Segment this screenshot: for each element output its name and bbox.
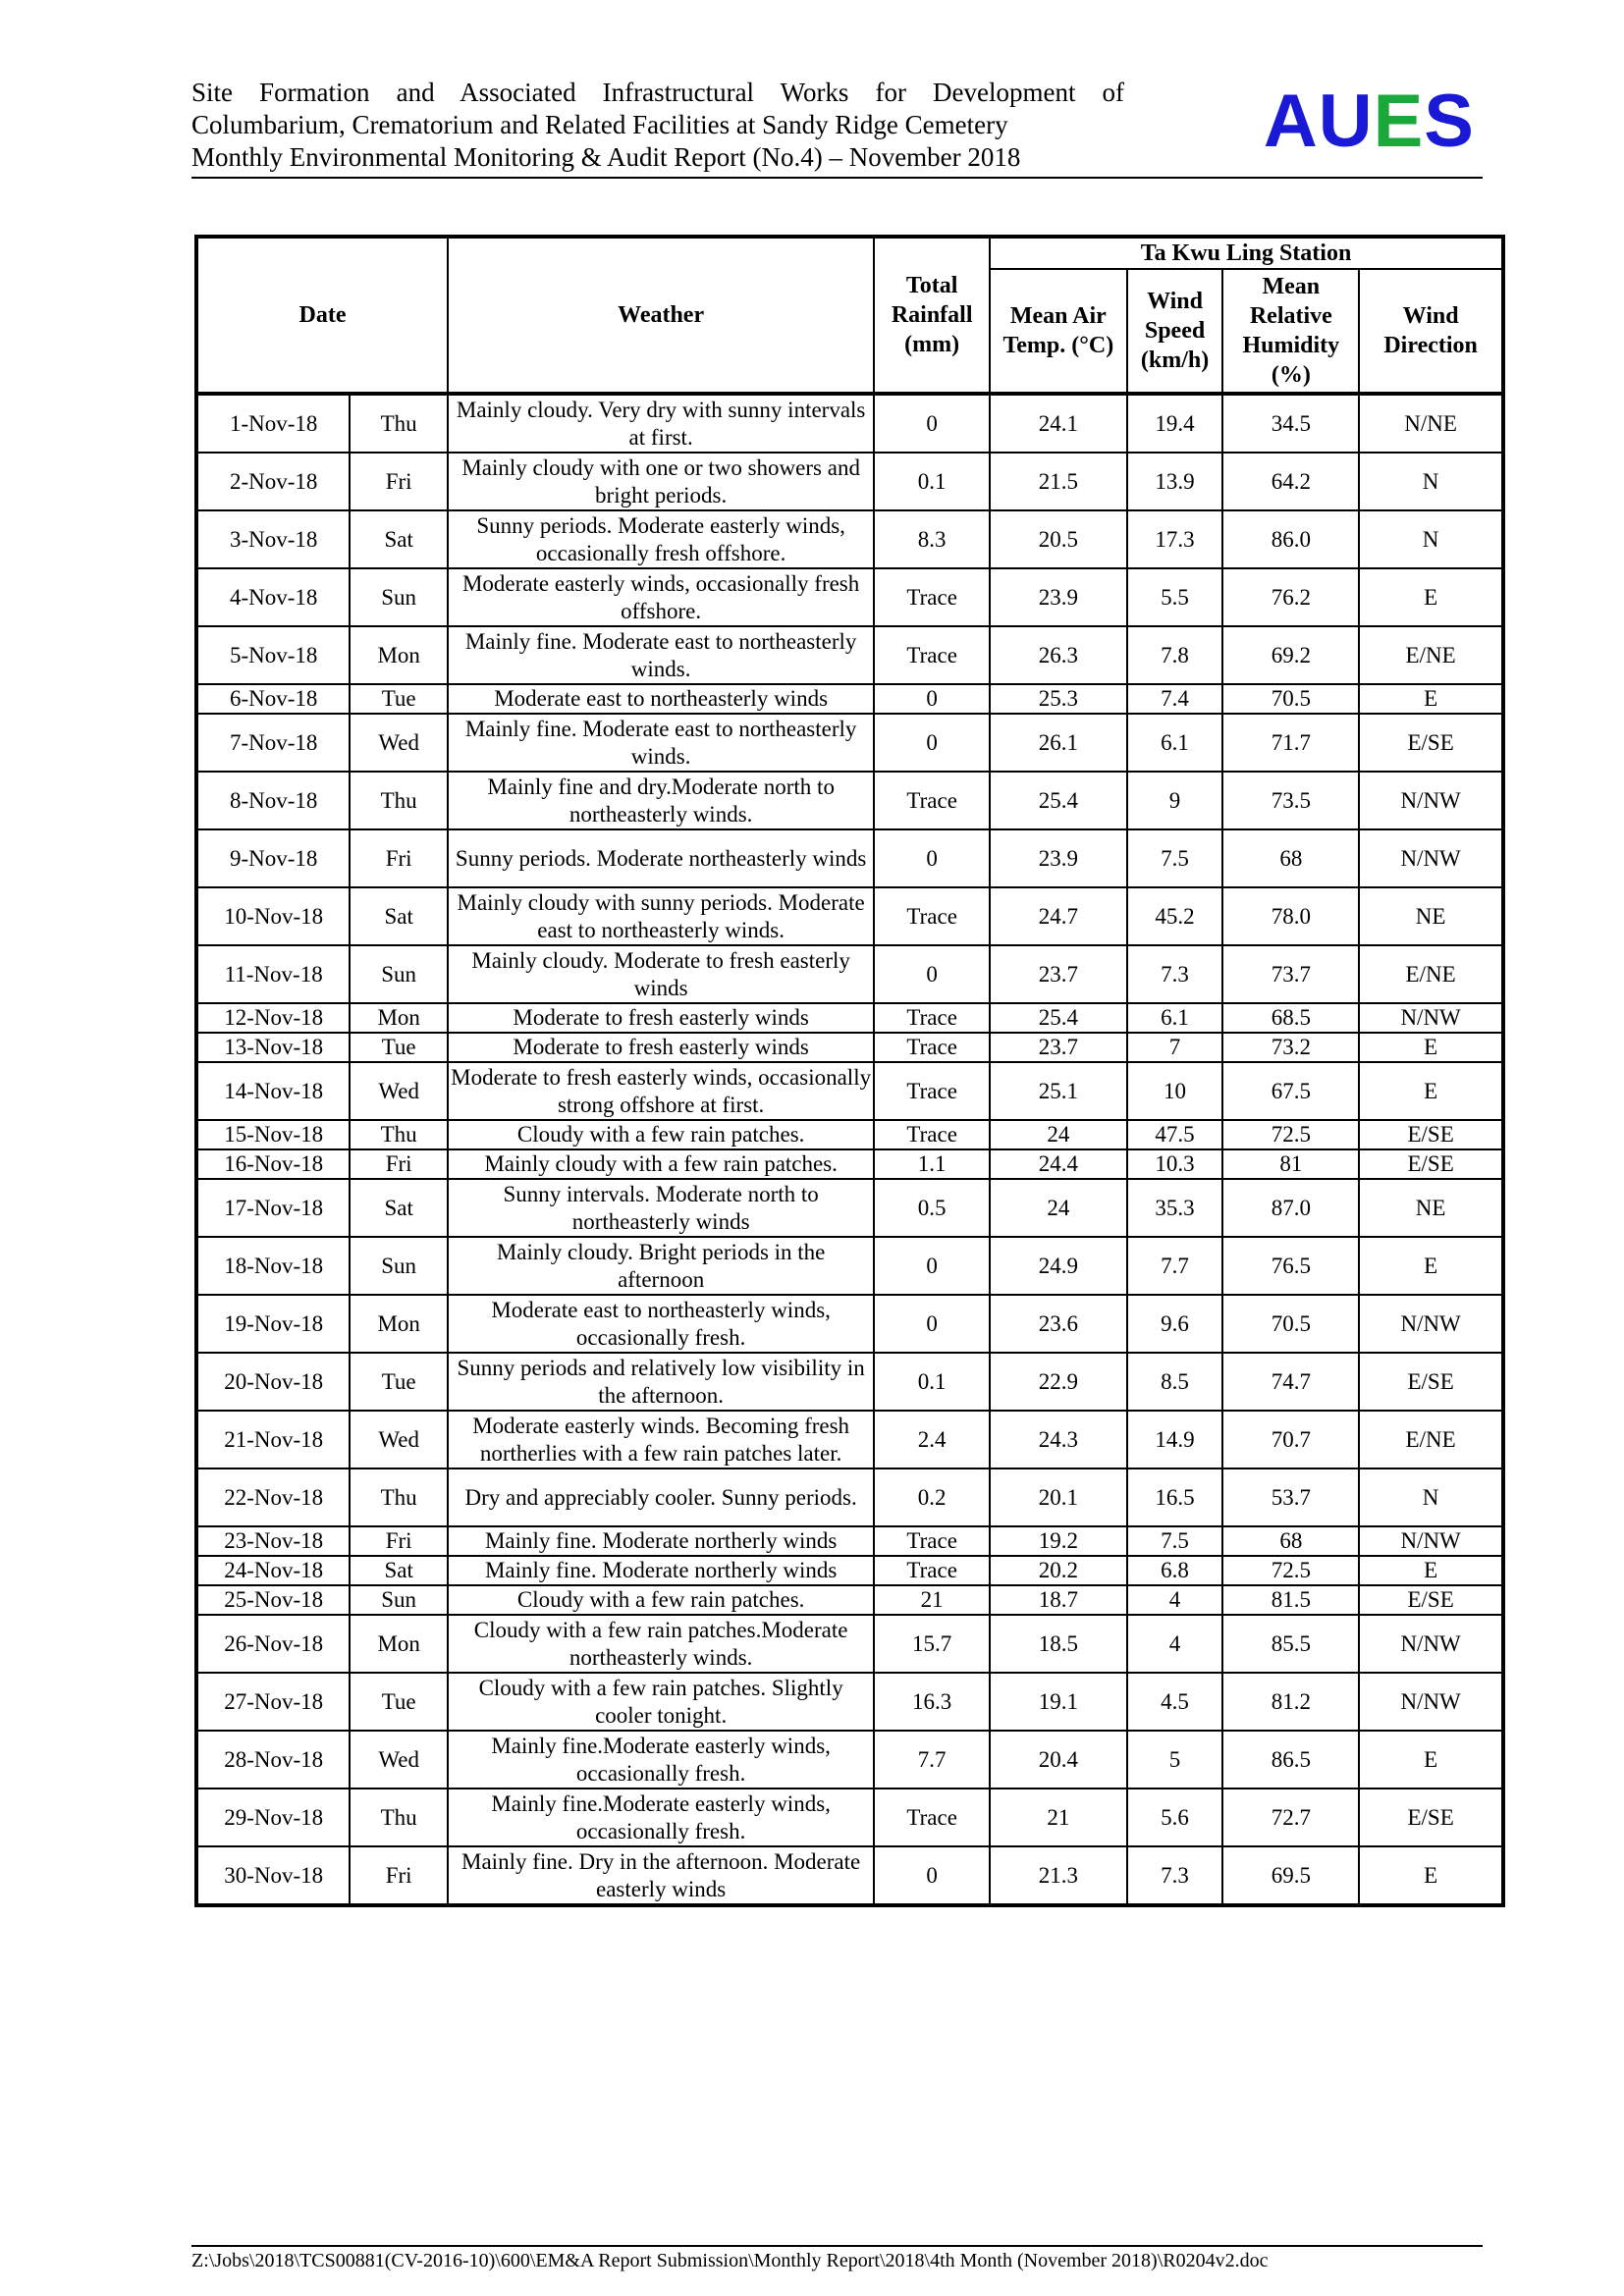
temp-cell: 18.7	[990, 1585, 1127, 1615]
date-cell: 13-Nov-18	[196, 1033, 350, 1062]
rainfall-cell: 0	[874, 394, 990, 453]
wind-direction-cell: E	[1359, 568, 1503, 626]
weather-cell: Sunny periods. Moderate northeasterly winds	[448, 829, 874, 887]
date-cell: 8-Nov-18	[196, 772, 350, 829]
weather-cell: Mainly fine.Moderate easterly winds, occasionally fresh.	[448, 1731, 874, 1789]
table-row	[196, 1003, 1503, 1033]
table-row	[196, 1411, 1503, 1468]
humidity-cell: 81.5	[1222, 1585, 1359, 1615]
title-line-2: Columbarium, Crematorium and Related Facilities at Sandy Ridge Cemetery	[191, 110, 1008, 139]
wind-direction-cell: E/SE	[1359, 1353, 1503, 1411]
day-cell: Fri	[350, 829, 448, 887]
rainfall-cell: Trace	[874, 568, 990, 626]
humidity-cell: 70.5	[1222, 684, 1359, 714]
header-wind-direction: Wind Direction	[1359, 269, 1503, 394]
date-cell: 14-Nov-18	[196, 1062, 350, 1120]
humidity-cell: 73.7	[1222, 945, 1359, 1003]
day-cell: Tue	[350, 1673, 448, 1731]
date-cell: 6-Nov-18	[196, 684, 350, 714]
wind-direction-cell: N	[1359, 1468, 1503, 1526]
date-cell: 1-Nov-18	[196, 394, 350, 453]
wind-speed-cell: 6.1	[1127, 1003, 1223, 1033]
wind-speed-cell: 7.5	[1127, 1526, 1223, 1556]
temp-cell: 26.3	[990, 626, 1127, 684]
day-cell: Sat	[350, 1179, 448, 1237]
temp-cell: 19.1	[990, 1673, 1127, 1731]
weather-cell: Mainly cloudy. Very dry with sunny intervals at first.	[448, 394, 874, 453]
date-cell: 9-Nov-18	[196, 829, 350, 887]
wind-direction-cell: E	[1359, 684, 1503, 714]
day-cell: Mon	[350, 1295, 448, 1353]
wind-direction-cell: N/NW	[1359, 772, 1503, 829]
day-cell: Wed	[350, 1411, 448, 1468]
date-cell: 19-Nov-18	[196, 1295, 350, 1353]
wind-speed-cell: 4.5	[1127, 1673, 1223, 1731]
wind-direction-cell: N/NE	[1359, 394, 1503, 453]
humidity-cell: 68	[1222, 1526, 1359, 1556]
temp-cell: 24.1	[990, 394, 1127, 453]
document-header	[191, 77, 1483, 174]
temp-cell: 20.4	[990, 1731, 1127, 1789]
wind-direction-cell: E/SE	[1359, 714, 1503, 772]
table-row	[196, 714, 1503, 772]
wind-direction-cell: N/NW	[1359, 1003, 1503, 1033]
weather-cell: Moderate to fresh easterly winds	[448, 1003, 874, 1033]
weather-cell: Cloudy with a few rain patches.	[448, 1120, 874, 1149]
report-title	[191, 77, 1124, 174]
humidity-cell: 74.7	[1222, 1353, 1359, 1411]
weather-cell: Mainly fine. Moderate northerly winds	[448, 1556, 874, 1585]
wind-direction-cell: E/SE	[1359, 1585, 1503, 1615]
weather-cell: Sunny periods. Moderate easterly winds, occasionally fresh offshore.	[448, 510, 874, 568]
rainfall-cell: Trace	[874, 1526, 990, 1556]
rainfall-cell: 2.4	[874, 1411, 990, 1468]
temp-cell: 23.7	[990, 1033, 1127, 1062]
wind-speed-cell: 10	[1127, 1062, 1223, 1120]
rainfall-cell: 0.5	[874, 1179, 990, 1237]
header-humidity: Mean Relative Humidity (%)	[1222, 269, 1359, 394]
day-cell: Thu	[350, 394, 448, 453]
wind-speed-cell: 7.4	[1127, 684, 1223, 714]
day-cell: Wed	[350, 1062, 448, 1120]
humidity-cell: 53.7	[1222, 1468, 1359, 1526]
weather-cell: Moderate to fresh easterly winds	[448, 1033, 874, 1062]
wind-direction-cell: N/NW	[1359, 1673, 1503, 1731]
date-cell: 10-Nov-18	[196, 887, 350, 945]
table-row	[196, 1120, 1503, 1149]
wind-speed-cell: 9	[1127, 772, 1223, 829]
wind-direction-cell: E	[1359, 1556, 1503, 1585]
rainfall-cell: 0.2	[874, 1468, 990, 1526]
day-cell: Tue	[350, 684, 448, 714]
day-cell: Wed	[350, 714, 448, 772]
humidity-cell: 73.5	[1222, 772, 1359, 829]
table-row	[196, 1585, 1503, 1615]
day-cell: Fri	[350, 453, 448, 510]
weather-table	[194, 235, 1505, 1907]
weather-cell: Mainly fine. Moderate northerly winds	[448, 1526, 874, 1556]
temp-cell: 25.4	[990, 772, 1127, 829]
weather-cell: Cloudy with a few rain patches. Slightly cooler tonight.	[448, 1673, 874, 1731]
day-cell: Mon	[350, 626, 448, 684]
wind-direction-cell: E/SE	[1359, 1789, 1503, 1846]
wind-speed-cell: 7.8	[1127, 626, 1223, 684]
table-row	[196, 1149, 1503, 1179]
header-weather: Weather	[448, 237, 874, 394]
date-cell: 12-Nov-18	[196, 1003, 350, 1033]
table-row	[196, 945, 1503, 1003]
humidity-cell: 73.2	[1222, 1033, 1359, 1062]
day-cell: Mon	[350, 1003, 448, 1033]
wind-direction-cell: N/NW	[1359, 1526, 1503, 1556]
rainfall-cell: 21	[874, 1585, 990, 1615]
wind-direction-cell: E/NE	[1359, 945, 1503, 1003]
date-cell: 5-Nov-18	[196, 626, 350, 684]
day-cell: Tue	[350, 1033, 448, 1062]
header-station: Ta Kwu Ling Station	[990, 237, 1503, 269]
humidity-cell: 71.7	[1222, 714, 1359, 772]
date-cell: 28-Nov-18	[196, 1731, 350, 1789]
rainfall-cell: Trace	[874, 1003, 990, 1033]
wind-speed-cell: 47.5	[1127, 1120, 1223, 1149]
wind-speed-cell: 6.1	[1127, 714, 1223, 772]
humidity-cell: 70.7	[1222, 1411, 1359, 1468]
wind-speed-cell: 6.8	[1127, 1556, 1223, 1585]
day-cell: Wed	[350, 1731, 448, 1789]
date-cell: 11-Nov-18	[196, 945, 350, 1003]
wind-direction-cell: NE	[1359, 1179, 1503, 1237]
table-row	[196, 626, 1503, 684]
wind-direction-cell: E/NE	[1359, 1411, 1503, 1468]
temp-cell: 20.2	[990, 1556, 1127, 1585]
table-row	[196, 772, 1503, 829]
humidity-cell: 68	[1222, 829, 1359, 887]
rainfall-cell: 0	[874, 1295, 990, 1353]
temp-cell: 24.7	[990, 887, 1127, 945]
rainfall-cell: Trace	[874, 1120, 990, 1149]
rainfall-cell: 0	[874, 714, 990, 772]
wind-direction-cell: N/NW	[1359, 1295, 1503, 1353]
wind-direction-cell: N	[1359, 510, 1503, 568]
header-temp: Mean Air Temp. (°C)	[990, 269, 1127, 394]
rainfall-cell: 0	[874, 1846, 990, 1905]
humidity-cell: 76.5	[1222, 1237, 1359, 1295]
day-cell: Sun	[350, 1237, 448, 1295]
wind-speed-cell: 5.6	[1127, 1789, 1223, 1846]
humidity-cell: 81	[1222, 1149, 1359, 1179]
table-row	[196, 1789, 1503, 1846]
wind-direction-cell: E/NE	[1359, 626, 1503, 684]
temp-cell: 25.3	[990, 684, 1127, 714]
rainfall-cell: 15.7	[874, 1615, 990, 1673]
date-cell: 20-Nov-18	[196, 1353, 350, 1411]
rainfall-cell: Trace	[874, 1556, 990, 1585]
humidity-cell: 67.5	[1222, 1062, 1359, 1120]
wind-direction-cell: E	[1359, 1062, 1503, 1120]
temp-cell: 24	[990, 1120, 1127, 1149]
table-row	[196, 1615, 1503, 1673]
temp-cell: 24.4	[990, 1149, 1127, 1179]
humidity-cell: 72.5	[1222, 1556, 1359, 1585]
table-row	[196, 1526, 1503, 1556]
humidity-cell: 69.2	[1222, 626, 1359, 684]
table-row	[196, 1846, 1503, 1905]
wind-direction-cell: E	[1359, 1033, 1503, 1062]
temp-cell: 21.3	[990, 1846, 1127, 1905]
weather-cell: Mainly cloudy with one or two showers and bright periods.	[448, 453, 874, 510]
day-cell: Thu	[350, 1120, 448, 1149]
humidity-cell: 78.0	[1222, 887, 1359, 945]
day-cell: Sat	[350, 887, 448, 945]
weather-cell: Moderate easterly winds. Becoming fresh northerlies with a few rain patches later.	[448, 1411, 874, 1468]
humidity-cell: 69.5	[1222, 1846, 1359, 1905]
humidity-cell: 76.2	[1222, 568, 1359, 626]
table-row	[196, 1468, 1503, 1526]
temp-cell: 21	[990, 1789, 1127, 1846]
date-cell: 22-Nov-18	[196, 1468, 350, 1526]
day-cell: Mon	[350, 1615, 448, 1673]
table-row	[196, 1062, 1503, 1120]
date-cell: 17-Nov-18	[196, 1179, 350, 1237]
wind-speed-cell: 8.5	[1127, 1353, 1223, 1411]
humidity-cell: 68.5	[1222, 1003, 1359, 1033]
day-cell: Thu	[350, 1468, 448, 1526]
wind-speed-cell: 14.9	[1127, 1411, 1223, 1468]
date-cell: 24-Nov-18	[196, 1556, 350, 1585]
weather-cell: Sunny intervals. Moderate north to northeasterly winds	[448, 1179, 874, 1237]
wind-speed-cell: 7	[1127, 1033, 1223, 1062]
temp-cell: 21.5	[990, 453, 1127, 510]
temp-cell: 23.9	[990, 568, 1127, 626]
rainfall-cell: 7.7	[874, 1731, 990, 1789]
wind-direction-cell: E	[1359, 1846, 1503, 1905]
humidity-cell: 72.7	[1222, 1789, 1359, 1846]
header-divider	[191, 177, 1483, 179]
day-cell: Sat	[350, 1556, 448, 1585]
wind-speed-cell: 13.9	[1127, 453, 1223, 510]
rainfall-cell: 0	[874, 829, 990, 887]
wind-speed-cell: 7.7	[1127, 1237, 1223, 1295]
weather-cell: Mainly fine. Moderate east to northeasterly winds.	[448, 626, 874, 684]
date-cell: 27-Nov-18	[196, 1673, 350, 1731]
weather-cell: Moderate east to northeasterly winds, occasionally fresh.	[448, 1295, 874, 1353]
wind-direction-cell: N	[1359, 453, 1503, 510]
weather-cell: Mainly fine.Moderate easterly winds, occasionally fresh.	[448, 1789, 874, 1846]
table-row	[196, 887, 1503, 945]
table-row	[196, 510, 1503, 568]
date-cell: 30-Nov-18	[196, 1846, 350, 1905]
wind-speed-cell: 4	[1127, 1585, 1223, 1615]
table-row	[196, 684, 1503, 714]
temp-cell: 20.1	[990, 1468, 1127, 1526]
date-cell: 26-Nov-18	[196, 1615, 350, 1673]
header-wind-speed: Wind Speed (km/h)	[1127, 269, 1223, 394]
table-row	[196, 1731, 1503, 1789]
weather-cell: Mainly cloudy with a few rain patches.	[448, 1149, 874, 1179]
rainfall-cell: 0.1	[874, 453, 990, 510]
weather-cell: Cloudy with a few rain patches.	[448, 1585, 874, 1615]
title-line-1: Site Formation and Associated Infrastructural Works for Development of	[191, 78, 1124, 107]
wind-direction-cell: E	[1359, 1237, 1503, 1295]
humidity-cell: 86.0	[1222, 510, 1359, 568]
day-cell: Sun	[350, 945, 448, 1003]
humidity-cell: 85.5	[1222, 1615, 1359, 1673]
footer-file-path: Z:\Jobs\2018\TCS00881(CV-2016-10)\600\EM&A Report Submission\Monthly Report\2018\4th Month (November 2018)\R0204v2.doc	[191, 2250, 1269, 2271]
humidity-cell: 81.2	[1222, 1673, 1359, 1731]
date-cell: 4-Nov-18	[196, 568, 350, 626]
weather-cell: Dry and appreciably cooler. Sunny periods.	[448, 1468, 874, 1526]
temp-cell: 22.9	[990, 1353, 1127, 1411]
temp-cell: 23.9	[990, 829, 1127, 887]
wind-direction-cell: E	[1359, 1731, 1503, 1789]
wind-speed-cell: 4	[1127, 1615, 1223, 1673]
wind-speed-cell: 9.6	[1127, 1295, 1223, 1353]
humidity-cell: 87.0	[1222, 1179, 1359, 1237]
header-rainfall: Total Rainfall (mm)	[874, 237, 990, 394]
table-row	[196, 1556, 1503, 1585]
date-cell: 3-Nov-18	[196, 510, 350, 568]
humidity-cell: 72.5	[1222, 1120, 1359, 1149]
rainfall-cell: 16.3	[874, 1673, 990, 1731]
weather-cell: Mainly cloudy. Bright periods in the afternoon	[448, 1237, 874, 1295]
temp-cell: 23.6	[990, 1295, 1127, 1353]
humidity-cell: 34.5	[1222, 394, 1359, 453]
rainfall-cell: Trace	[874, 772, 990, 829]
rainfall-cell: 0	[874, 945, 990, 1003]
date-cell: 25-Nov-18	[196, 1585, 350, 1615]
temp-cell: 26.1	[990, 714, 1127, 772]
wind-speed-cell: 7.3	[1127, 1846, 1223, 1905]
humidity-cell: 64.2	[1222, 453, 1359, 510]
weather-cell: Cloudy with a few rain patches.Moderate northeasterly winds.	[448, 1615, 874, 1673]
day-cell: Sat	[350, 510, 448, 568]
weather-cell: Mainly fine. Moderate east to northeasterly winds.	[448, 714, 874, 772]
temp-cell: 20.5	[990, 510, 1127, 568]
temp-cell: 25.1	[990, 1062, 1127, 1120]
wind-speed-cell: 35.3	[1127, 1179, 1223, 1237]
day-cell: Fri	[350, 1149, 448, 1179]
table-row	[196, 1179, 1503, 1237]
rainfall-cell: Trace	[874, 1062, 990, 1120]
temp-cell: 19.2	[990, 1526, 1127, 1556]
date-cell: 15-Nov-18	[196, 1120, 350, 1149]
weather-cell: Mainly fine. Dry in the afternoon. Moderate easterly winds	[448, 1846, 874, 1905]
table-row	[196, 568, 1503, 626]
wind-direction-cell: N/NW	[1359, 829, 1503, 887]
wind-speed-cell: 7.3	[1127, 945, 1223, 1003]
aues-logo: AUES	[1263, 80, 1475, 163]
wind-speed-cell: 17.3	[1127, 510, 1223, 568]
wind-direction-cell: N/NW	[1359, 1615, 1503, 1673]
table-row	[196, 1237, 1503, 1295]
table-row	[196, 394, 1503, 453]
table-row	[196, 1295, 1503, 1353]
wind-direction-cell: E/SE	[1359, 1149, 1503, 1179]
rainfall-cell: 0.1	[874, 1353, 990, 1411]
date-cell: 29-Nov-18	[196, 1789, 350, 1846]
wind-speed-cell: 5	[1127, 1731, 1223, 1789]
wind-speed-cell: 45.2	[1127, 887, 1223, 945]
day-cell: Sun	[350, 568, 448, 626]
wind-speed-cell: 5.5	[1127, 568, 1223, 626]
rainfall-cell: 0	[874, 1237, 990, 1295]
weather-cell: Moderate to fresh easterly winds, occasionally strong offshore at first.	[448, 1062, 874, 1120]
date-cell: 16-Nov-18	[196, 1149, 350, 1179]
date-cell: 21-Nov-18	[196, 1411, 350, 1468]
wind-speed-cell: 16.5	[1127, 1468, 1223, 1526]
table-row	[196, 829, 1503, 887]
table-row	[196, 453, 1503, 510]
day-cell: Tue	[350, 1353, 448, 1411]
date-cell: 23-Nov-18	[196, 1526, 350, 1556]
day-cell: Thu	[350, 772, 448, 829]
wind-speed-cell: 19.4	[1127, 394, 1223, 453]
weather-cell: Moderate east to northeasterly winds	[448, 684, 874, 714]
day-cell: Sun	[350, 1585, 448, 1615]
temp-cell: 23.7	[990, 945, 1127, 1003]
rainfall-cell: 0	[874, 684, 990, 714]
table-row	[196, 1353, 1503, 1411]
rainfall-cell: 1.1	[874, 1149, 990, 1179]
weather-cell: Moderate easterly winds, occasionally fresh offshore.	[448, 568, 874, 626]
weather-cell: Mainly cloudy with sunny periods. Moderate east to northeasterly winds.	[448, 887, 874, 945]
wind-speed-cell: 7.5	[1127, 829, 1223, 887]
temp-cell: 18.5	[990, 1615, 1127, 1673]
footer-divider	[191, 2245, 1483, 2247]
rainfall-cell: 8.3	[874, 510, 990, 568]
weather-cell: Mainly cloudy. Moderate to fresh easterly winds	[448, 945, 874, 1003]
humidity-cell: 70.5	[1222, 1295, 1359, 1353]
day-cell: Fri	[350, 1846, 448, 1905]
day-cell: Thu	[350, 1789, 448, 1846]
rainfall-cell: Trace	[874, 887, 990, 945]
table-row	[196, 1673, 1503, 1731]
temp-cell: 24.3	[990, 1411, 1127, 1468]
weather-cell: Sunny periods and relatively low visibility in the afternoon.	[448, 1353, 874, 1411]
wind-direction-cell: E/SE	[1359, 1120, 1503, 1149]
date-cell: 7-Nov-18	[196, 714, 350, 772]
wind-speed-cell: 10.3	[1127, 1149, 1223, 1179]
title-line-3: Monthly Environmental Monitoring & Audit Report (No.4) – November 2018	[191, 142, 1021, 172]
rainfall-cell: Trace	[874, 626, 990, 684]
date-cell: 2-Nov-18	[196, 453, 350, 510]
header-date: Date	[196, 237, 448, 394]
temp-cell: 24	[990, 1179, 1127, 1237]
date-cell: 18-Nov-18	[196, 1237, 350, 1295]
table-row	[196, 1033, 1503, 1062]
rainfall-cell: Trace	[874, 1033, 990, 1062]
weather-cell: Mainly fine and dry.Moderate north to northeasterly winds.	[448, 772, 874, 829]
humidity-cell: 86.5	[1222, 1731, 1359, 1789]
temp-cell: 25.4	[990, 1003, 1127, 1033]
day-cell: Fri	[350, 1526, 448, 1556]
wind-direction-cell: NE	[1359, 887, 1503, 945]
temp-cell: 24.9	[990, 1237, 1127, 1295]
weather-table-body	[196, 394, 1503, 1905]
rainfall-cell: Trace	[874, 1789, 990, 1846]
